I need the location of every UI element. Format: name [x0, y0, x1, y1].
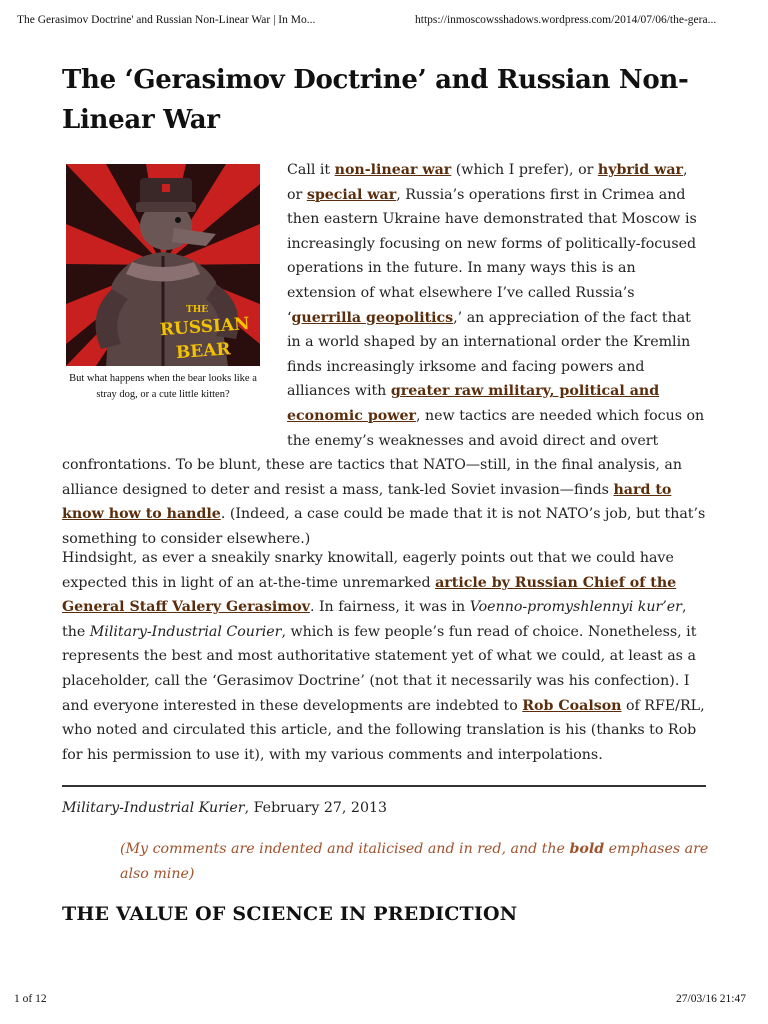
link-rob-coalson[interactable]: Rob Coalson [522, 697, 622, 714]
paragraph-1: Call it non-linear war (which I prefer), or hybrid war, or special war, Russia’s operations first in Crimea and then eastern Ukraine have demonstrated that Moscow is increasingly focusing on new forms of politically-focused operations in the future. In many ways this is an extension of what elsewhere I’ve called Russia’s ‘guerrilla geopolitics,’ an appreciation of the fact that in a world shaped by an international order the Kremlin finds increasingly irksome and facing powers and alliances with greater raw military, political and economic power, new tactics are needed which focus on the enemy’s weaknesses and avoid direct and overt confrontations. To be blunt, these are tactics that NATO—still, in the final analysis, an alliance designed to deter and resist a mass, tank-led Soviet invasion—finds hard to know how to handle. (Indeed, a case could be made that it is not NATO’s job, but that’s something to consider elsewhere.) [62, 162, 706, 547]
source-line: Military-Industrial Kurier, February 27, 2013 [62, 800, 388, 816]
browser-tab-title: The Gerasimov Doctrine' and Russian Non-Linear War | In Mo... [17, 14, 316, 26]
page-number: 1 of 12 [14, 993, 47, 1005]
author-note: (My comments are indented and italicised and in red, and the bold emphases are also mine) [120, 841, 709, 882]
logo-bear-text: BEAR [175, 339, 232, 364]
link-hybrid-war[interactable]: hybrid war [597, 162, 683, 178]
article-title: The ‘Gerasimov Doctrine’ and Russian Non-Linear War [62, 65, 689, 135]
link-special-war[interactable]: special war [306, 186, 397, 203]
link-non-linear-war[interactable]: non-linear war [334, 162, 452, 178]
link-greater-raw-power[interactable]: greater raw military, political and economic power [287, 383, 660, 424]
link-hard-to-handle[interactable]: hard to know how to handle [62, 481, 672, 523]
logo-russian-text: RUSSIAN [159, 313, 251, 341]
logo-the-text: THE [186, 305, 209, 315]
section-divider [62, 785, 706, 787]
paragraph-2: Hindsight, as ever a sneakily snarky knowitall, eagerly points out that we could have expected this in light of an at-the-time unremarked article by Russian Chief of the General Staff Valery Gerasimov. In fairness, it was in Voenno-promyshlennyi kur’er, the Military-Industrial Courier, which is few people’s fun read of choice. Nonetheless, it represents the best and most authoritative statement yet of what we could, at least as a placeholder, call the ‘Gerasimov Doctrine’ (not that it necessarily was his confection). I and everyone interested in these developments are indebted to Rob Coalson of RFE/RL, who noted and circulated this article, and the following translation is his (thanks to Rob for his permission to use it), with my various comments and interpolations. [62, 550, 705, 763]
link-gerasimov-article[interactable]: article by Russian Chief of the General Staff Valery Gerasimov [62, 574, 677, 616]
browser-url[interactable]: https://inmoscowsshadows.wordpress.com/2014/07/06/the-gera... [415, 14, 717, 26]
section-heading: THE VALUE OF SCIENCE IN PREDICTION [62, 903, 518, 925]
print-timestamp: 27/03/16 21:47 [676, 993, 746, 1005]
figure-caption: But what happens when the bear looks like a stray dog, or a cute little kitten? [69, 373, 257, 400]
link-guerrilla-geopolitics[interactable]: guerrilla geopolitics [291, 309, 454, 326]
